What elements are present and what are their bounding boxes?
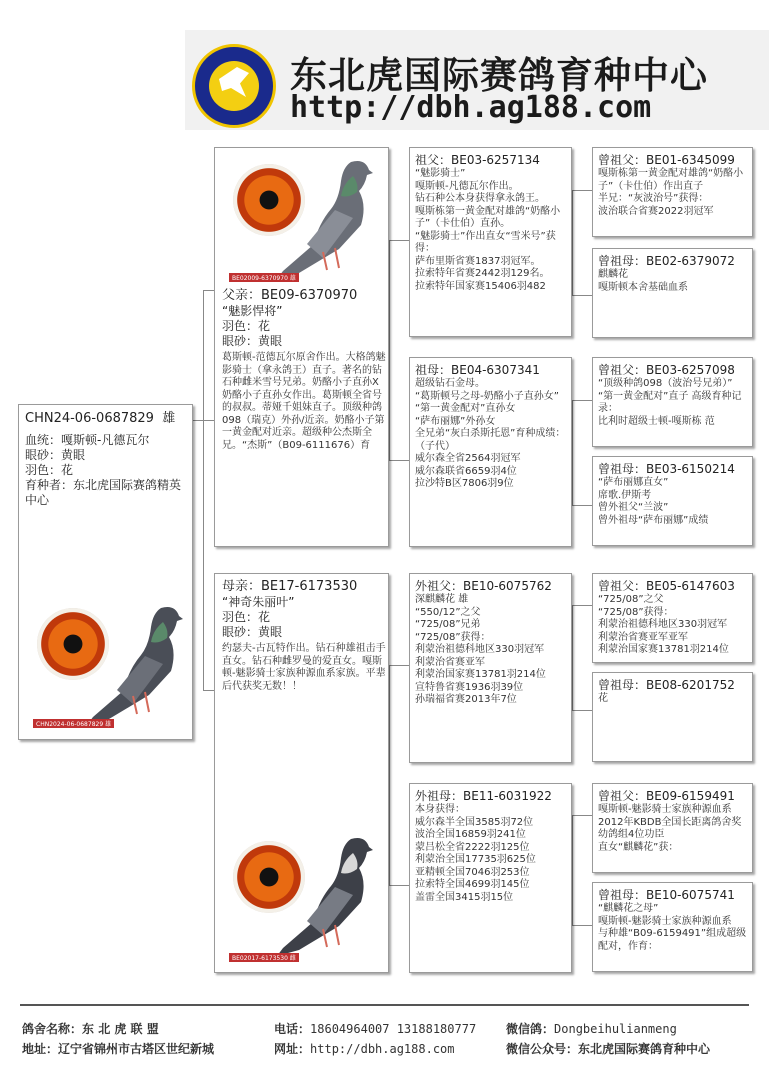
footer-wechat: 微信鸽：Dongbeihulianmeng xyxy=(506,1022,677,1036)
father-color: 羽色：花 xyxy=(222,319,271,333)
great-grandparent-desc: 花 xyxy=(598,693,608,704)
pigeon-image xyxy=(259,831,379,959)
connector xyxy=(572,295,592,296)
connector xyxy=(389,240,390,460)
photo-tag: BE02017-6173530 雌 xyxy=(229,953,299,962)
grandparent-title: 外祖父：BE10-6075762 xyxy=(415,579,552,593)
connector xyxy=(572,605,573,710)
logo xyxy=(192,44,276,128)
great-grandparent-title: 曾祖父：BE01-6345099 xyxy=(598,153,735,167)
connector xyxy=(389,665,409,666)
grandparent-card[interactable] xyxy=(409,357,572,547)
grandparent-card[interactable] xyxy=(409,573,572,763)
grandparent-title: 外祖母：BE11-6031922 xyxy=(415,789,552,803)
mother-color: 羽色：花 xyxy=(222,610,271,624)
subject-line: 眼砂：黄眼 xyxy=(25,448,86,462)
great-grandparent-title: 曾祖母：BE10-6075741 xyxy=(598,888,735,902)
great-grandparent-card[interactable] xyxy=(592,357,753,447)
photo-tag: BE02009-6370970 雄 xyxy=(229,273,299,282)
mother-photo xyxy=(221,829,381,964)
connector xyxy=(203,290,204,690)
great-grandparent-desc: “麒麟花之母” 嘎斯顿-魅影骑士家族种源血系 与种雄“B09-6159491”组成超级配对，作育： xyxy=(598,903,747,952)
connector xyxy=(572,815,592,816)
site-url[interactable]: http://dbh.ag188.com xyxy=(290,90,652,125)
connector xyxy=(572,190,592,191)
great-grandparent-title: 曾祖母：BE08-6201752 xyxy=(598,678,735,692)
subject-sex: 雄 xyxy=(162,411,176,426)
connector xyxy=(389,240,409,241)
grandparent-title: 祖母：BE04-6307341 xyxy=(415,363,540,377)
father-photo xyxy=(221,154,381,284)
great-grandparent-title: 曾祖母：BE02-6379072 xyxy=(598,254,735,268)
great-grandparent-desc: “顶级种鸽098（波治号兄弟）” “第一黄金配对”直子 高级育种记录： 比利时超级士顿-嘎斯栋 范 xyxy=(598,378,742,427)
connector xyxy=(572,815,573,925)
grandparent-desc: 超级钻石金母。 “葛斯顿号之母-奶酪小子直孙女” “第一黄金配对”直孙女 “萨布丽娜”外孙女 全兄弟“灰白杀斯托恩”育种成绩：（子代） 威尔森全省2564羽冠军 威尔森联省6659羽4位 拉沙特B区7806羽9位 xyxy=(415,378,566,489)
pigeon-image xyxy=(259,154,379,282)
connector xyxy=(389,885,409,886)
great-grandparent-desc: 麒麟花 嘎斯顿本舍基础血系 xyxy=(598,269,688,293)
great-grandparent-desc: 嘎斯栋第一黄金配对雄鸽“奶酪小子”（卡仕伯）作出直子 半兄：“灰波治号”获得： 波治联合省赛2022羽冠军 xyxy=(598,168,744,217)
connector xyxy=(572,925,592,926)
great-grandparent-title: 曾祖母：BE03-6150214 xyxy=(598,462,735,476)
footer-loft-name: 鸽舍名称：东 北 虎 联 盟 xyxy=(22,1022,159,1036)
great-grandparent-desc: 嘎斯顿-魅影骑士家族种源血系 2012年KBDB全国长距离鸽舍奖幼鸽组4位功臣 直女“麒麟花”获： xyxy=(598,804,742,853)
grandparent-card[interactable] xyxy=(409,147,572,337)
connector xyxy=(572,190,573,295)
connector xyxy=(572,400,592,401)
father-desc: 葛斯顿-范德瓦尔原舍作出。大格鸽魅影骑士（拿永鸽王）直子。著名的钻石种雌米雪号兄弟。奶酪小子直孙X奶酪小子直孙女作出。葛斯顿全省号的叔叔。蒂娅千姐妹直子。顶级种鸽098（瑞克）外孙/近亲。奶酪小子第一黄金配对近亲。超级种公杰斯全兄。“杰斯”（B09-6111676）育 xyxy=(222,352,386,451)
father-card[interactable] xyxy=(214,147,389,547)
footer-address: 地址：辽宁省锦州市古塔区世纪新城 xyxy=(22,1042,215,1056)
great-grandparent-card[interactable] xyxy=(592,573,753,663)
great-grandparent-card[interactable] xyxy=(592,672,753,762)
subject-line: 育种者：东北虎国际赛鸽精英中心 xyxy=(25,478,182,507)
connector xyxy=(572,505,592,506)
connector xyxy=(389,665,390,885)
pigeon-image xyxy=(73,600,188,725)
great-grandparent-desc: “725/08”之父 “725/08”获得： 利蒙治祖德科地区330羽冠军 利蒙治省赛亚军亚军 利蒙治国家赛13781羽214位 xyxy=(598,594,729,655)
great-grandparent-card[interactable] xyxy=(592,147,753,237)
footer-phone: 电话：18604964007 13188180777 xyxy=(274,1022,477,1036)
grandparent-title: 祖父：BE03-6257134 xyxy=(415,153,540,167)
photo-tag: CHN2024-06-0687829 雄 xyxy=(33,719,114,728)
grandparent-card[interactable] xyxy=(409,783,572,973)
subject-ring: CHN24-06-0687829 雄 xyxy=(25,411,176,426)
subject-card[interactable] xyxy=(18,404,193,740)
mother-name: “神奇朱丽叶” xyxy=(222,595,295,609)
footer-divider xyxy=(20,1004,749,1006)
great-grandparent-title: 曾祖父：BE09-6159491 xyxy=(598,789,735,803)
great-grandparent-card[interactable] xyxy=(592,456,753,546)
site-title: 东北虎国际赛鸽育种中心 xyxy=(290,54,708,97)
footer-website[interactable]: 网址：http://dbh.ag188.com xyxy=(274,1042,455,1056)
father-title: 父亲：BE09-6370970 xyxy=(222,288,358,303)
mother-desc: 约瑟夫-古瓦特作出。钻石种雄祖击手直女。钻石种雌罗曼的爱直女。嘎斯顿-魅影骑士家族种源血系家族。平辈后代获奖无数！！ xyxy=(222,643,386,692)
grandparent-desc: 深麒麟花 雄 “550/12”之父 “725/08”兄弟 “725/08”获得： 利蒙治祖德科地区330羽冠军 利蒙治省赛亚军 利蒙治国家赛13781羽214位 宣特鲁省赛1936羽39位 孙瑞福省赛2013年7位 xyxy=(415,594,546,705)
subject-photo xyxy=(33,600,183,730)
connector xyxy=(389,460,409,461)
subject-line: 羽色：花 xyxy=(25,463,74,477)
mother-card[interactable] xyxy=(214,573,389,973)
great-grandparent-card[interactable] xyxy=(592,882,753,972)
grandparent-desc: “魅影骑士” 嘎斯顿-凡德瓦尔作出。 钻石种公本身获得拿永鸽王。 嘎斯栋第一黄金配对雄鸽“奶酪小子”（卡仕伯）直孙。 “魅影骑士”作出直女“雪米号”获得： 萨布里斯省赛1837羽冠军。 拉索特年省赛2442羽129名。 拉索特年国家赛15406羽482 xyxy=(415,168,561,292)
great-grandparent-card[interactable] xyxy=(592,783,753,873)
great-grandparent-title: 曾祖父：BE03-6257098 xyxy=(598,363,735,377)
great-grandparent-card[interactable] xyxy=(592,248,753,338)
mother-title: 母亲：BE17-6173530 xyxy=(222,579,358,594)
subject-line: 血统：嘎斯顿-凡德瓦尔 xyxy=(25,433,150,447)
grandparent-desc: 本身获得： 威尔森半全国3585羽72位 波治全国16859羽241位 蒙吕松全省2222羽125位 利蒙治全国17735羽625位 亚精顿全国7046羽253位 拉索特全国4699羽145位 盖雷全国3415羽15位 xyxy=(415,804,536,903)
great-grandparent-desc: “萨布丽娜直女” 席歌.伊斯考 曾外祖父“兰波” 曾外祖母“萨布丽娜”成绩 xyxy=(598,477,709,526)
great-grandparent-title: 曾祖父：BE05-6147603 xyxy=(598,579,735,593)
connector xyxy=(572,400,573,505)
connector xyxy=(572,710,592,711)
mother-eye: 眼砂：黄眼 xyxy=(222,625,283,639)
connector xyxy=(572,605,592,606)
father-name: “魅影悍将” xyxy=(222,304,283,318)
father-eye: 眼砂：黄眼 xyxy=(222,334,283,348)
footer-public-account: 微信公众号：东北虎国际赛鸽育种中心 xyxy=(506,1042,711,1056)
